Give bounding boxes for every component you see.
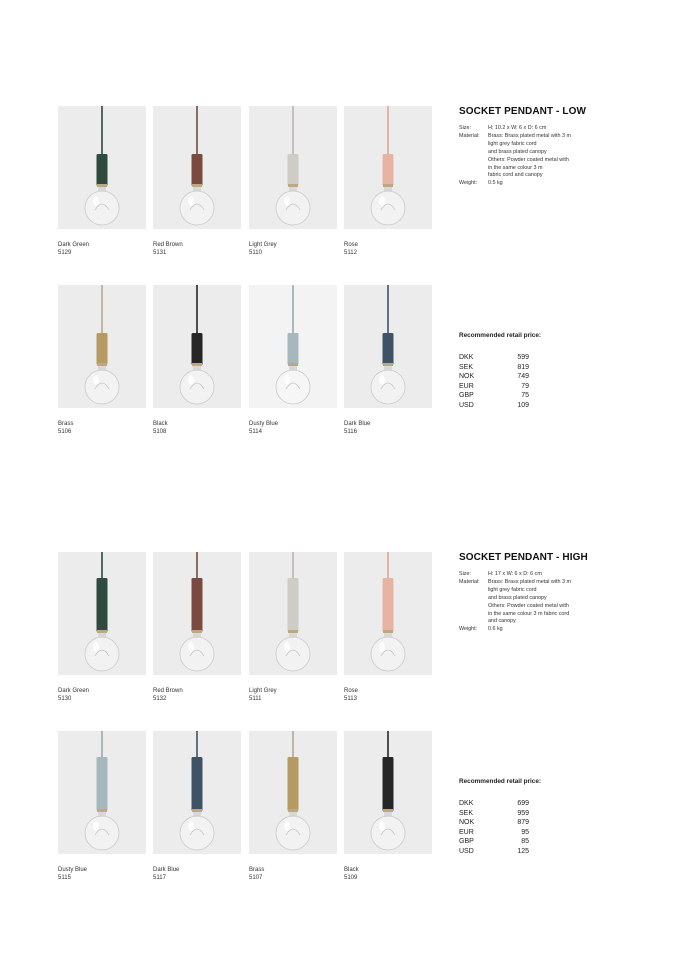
bulb-glass [85, 191, 119, 225]
socket-ring [97, 630, 107, 633]
socket-ring [383, 184, 393, 187]
spec-value-line: H: 10.2 x W: 6 x D: 6 cm [488, 125, 547, 131]
product-card [153, 731, 241, 882]
spec-label: Size: [459, 125, 471, 131]
currency-code: NOK [459, 373, 475, 381]
product-card [249, 106, 337, 257]
price-amount: 599 [517, 354, 529, 361]
bulb-glass [371, 370, 405, 404]
product-photo [153, 731, 241, 854]
spec-value-line: 0.6 kg [488, 626, 503, 633]
product-color-name: Brass [249, 867, 265, 873]
lamp-socket [97, 578, 108, 632]
product-card [153, 285, 241, 436]
spec-list [459, 125, 599, 188]
price-row [459, 363, 529, 373]
section-title: SOCKET PENDANT - LOW [459, 106, 586, 117]
product-caption [249, 866, 337, 882]
product-code: 5110 [249, 250, 262, 256]
socket-ring [192, 809, 202, 812]
spec-row [459, 133, 599, 180]
spec-value-line: H: 17 x W: 6 x D: 6 cm [488, 571, 542, 577]
pendant-lamp-image [153, 552, 241, 675]
bulb-glass [276, 816, 310, 850]
socket-ring [97, 184, 107, 187]
bulb-glass [276, 191, 310, 225]
product-card [249, 285, 337, 436]
spec-value-line: light grey fabric cord [488, 140, 537, 147]
bulb-highlight [188, 642, 194, 652]
spec-value-line: in the same colour 3 m fabric cord [488, 610, 570, 617]
product-photo [58, 552, 146, 675]
product-code: 5117 [153, 875, 166, 881]
product-code: 5113 [344, 696, 357, 702]
product-code: 5107 [249, 875, 263, 881]
product-photo [58, 285, 146, 408]
product-caption [153, 687, 241, 703]
price-amount: 75 [521, 392, 529, 400]
bulb-glass [180, 637, 214, 671]
lamp-socket [288, 757, 299, 811]
product-caption [58, 866, 146, 882]
product-card [153, 106, 241, 257]
spec-label: Size: [459, 571, 471, 577]
section-title: SOCKET PENDANT - HIGH [459, 552, 588, 563]
lamp-socket [383, 578, 394, 632]
product-code: 5109 [344, 875, 358, 881]
price-amount: 95 [521, 828, 529, 836]
bulb-glass [180, 370, 214, 404]
currency-code: USD [459, 401, 474, 409]
product-card [344, 552, 432, 703]
spec-value-line: in the same colour 3 m [488, 164, 543, 171]
bulb-highlight [188, 821, 194, 831]
socket-ring [288, 630, 298, 633]
product-caption [344, 241, 432, 257]
currency-code: GBP [459, 838, 474, 846]
product-code: 5131 [153, 250, 167, 256]
product-caption [344, 687, 432, 703]
product-card [344, 285, 432, 436]
socket-ring [383, 630, 393, 633]
product-card [249, 731, 337, 882]
currency-code: SEK [459, 363, 474, 371]
product-caption [153, 241, 241, 257]
lamp-socket [383, 154, 394, 186]
product-photo [249, 285, 337, 408]
spec-value-line: Others: Powder coated metal with [488, 602, 569, 609]
product-color-name: Dark Blue [344, 421, 371, 427]
spec-value-line: 0.5 kg [488, 180, 503, 187]
spec-value [488, 571, 542, 579]
pendant-lamp-image [344, 285, 432, 408]
currency-code: DKK [459, 354, 474, 361]
pendant-lamp-image [58, 285, 146, 408]
product-caption [58, 241, 146, 257]
price-amount: 79 [521, 382, 529, 390]
pendant-lamp-image [344, 552, 432, 675]
currency-code: USD [459, 847, 474, 855]
pendant-lamp-image [153, 285, 241, 408]
lamp-socket [192, 578, 203, 632]
spec-value-line: and brass plated canopy [488, 148, 547, 155]
product-code: 5112 [344, 250, 357, 256]
product-color-name: Dusty Blue [249, 421, 279, 427]
spec-row [459, 626, 599, 634]
pendant-lamp-image [58, 552, 146, 675]
bulb-glass [371, 191, 405, 225]
price-row [459, 837, 529, 847]
bulb-highlight [379, 821, 385, 831]
price-amount: 699 [517, 800, 529, 807]
lamp-socket [383, 333, 394, 365]
product-color-name: Dusty Blue [58, 867, 88, 873]
spec-value [488, 133, 571, 180]
socket-ring [192, 184, 202, 187]
price-amount: 879 [517, 819, 529, 827]
spec-value-line: fabric cord and canopy [488, 172, 543, 179]
bulb-highlight [93, 375, 99, 385]
product-caption [344, 866, 432, 882]
bulb-glass [276, 370, 310, 404]
price-amount: 109 [517, 401, 529, 409]
bulb-highlight [93, 196, 99, 206]
price-row [459, 847, 529, 857]
price-row [459, 809, 529, 819]
product-code: 5106 [58, 429, 72, 435]
product-card [344, 106, 432, 257]
product-color-name: Rose [344, 242, 359, 248]
spec-label: Weight: [459, 626, 478, 633]
socket-ring [288, 809, 298, 812]
product-caption [153, 420, 241, 436]
product-color-name: Brass [58, 421, 74, 427]
product-photo [344, 106, 432, 229]
lamp-socket [97, 154, 108, 186]
product-photo [153, 106, 241, 229]
socket-ring [192, 630, 202, 633]
pendant-lamp-image [249, 552, 337, 675]
bulb-glass [180, 191, 214, 225]
pendant-lamp-image [58, 106, 146, 229]
pendant-lamp-image [344, 106, 432, 229]
spec-list [459, 571, 599, 634]
spec-value-line: and brass plated canopy [488, 594, 547, 601]
product-photo [344, 552, 432, 675]
product-code: 5129 [58, 250, 72, 256]
price-table [459, 799, 529, 857]
spec-value-line: light grey fabric cord [488, 586, 537, 593]
product-card [58, 285, 146, 436]
currency-code: GBP [459, 392, 474, 400]
product-color-name: Black [344, 867, 359, 873]
product-card [344, 731, 432, 882]
product-code: 5108 [153, 429, 167, 435]
spec-value [488, 626, 503, 634]
bulb-highlight [379, 196, 385, 206]
price-heading: Recommended retail price: [459, 332, 542, 339]
lamp-socket [288, 578, 299, 632]
price-row [459, 353, 529, 363]
price-row [459, 382, 529, 392]
spec-row [459, 571, 599, 579]
spec-label: Material: [459, 578, 480, 585]
bulb-glass [85, 637, 119, 671]
pendant-lamp-image [153, 106, 241, 229]
product-color-name: Red Brown [153, 242, 183, 248]
price-table [459, 353, 529, 411]
currency-code: EUR [459, 382, 474, 390]
socket-ring [383, 809, 393, 812]
price-row [459, 372, 529, 382]
bulb-glass [85, 370, 119, 404]
product-caption [344, 420, 432, 436]
product-photo [153, 285, 241, 408]
product-photo [153, 552, 241, 675]
product-card [58, 731, 146, 882]
bulb-highlight [284, 821, 290, 831]
price-amount: 749 [517, 373, 529, 381]
bulb-highlight [379, 642, 385, 652]
product-code: 5115 [58, 875, 71, 881]
socket-ring [97, 363, 107, 366]
product-card [58, 552, 146, 703]
price-row [459, 401, 529, 411]
spec-label: Material: [459, 132, 480, 139]
currency-code: EUR [459, 828, 474, 836]
lamp-socket [192, 333, 203, 365]
product-color-name: Light Grey [249, 688, 277, 694]
price-row [459, 799, 529, 809]
product-color-name: Dark Green [58, 242, 90, 248]
price-heading: Recommended retail price: [459, 778, 542, 785]
bulb-highlight [93, 821, 99, 831]
spec-value [488, 180, 503, 188]
product-caption [58, 420, 146, 436]
product-code: 5132 [153, 696, 167, 702]
product-caption [58, 687, 146, 703]
currency-code: DKK [459, 800, 474, 807]
spec-value-line: and canopy [488, 618, 516, 625]
product-color-name: Dark Blue [153, 867, 180, 873]
price-row [459, 828, 529, 838]
price-row [459, 818, 529, 828]
spec-value-line: Others: Powder coated metal with [488, 156, 569, 163]
product-caption [249, 241, 337, 257]
bulb-glass [276, 637, 310, 671]
price-amount: 85 [521, 838, 529, 846]
spec-value-line: Brass: Brass plated metal with 3 m [488, 132, 571, 139]
price-amount: 959 [517, 809, 529, 817]
socket-ring [192, 363, 202, 366]
socket-ring [288, 363, 298, 366]
pendant-lamp-image [153, 731, 241, 854]
product-caption [249, 420, 337, 436]
product-color-name: Black [153, 421, 168, 427]
lamp-socket [97, 757, 108, 811]
bulb-glass [371, 637, 405, 671]
price-amount: 819 [517, 363, 529, 371]
product-photo [344, 285, 432, 408]
socket-ring [383, 363, 393, 366]
currency-code: NOK [459, 819, 475, 827]
product-card [58, 106, 146, 257]
currency-code: SEK [459, 809, 474, 817]
product-caption [153, 866, 241, 882]
socket-ring [288, 184, 298, 187]
bulb-highlight [379, 375, 385, 385]
bulb-highlight [284, 196, 290, 206]
price-amount: 125 [517, 847, 529, 855]
product-caption [249, 687, 337, 703]
lamp-socket [97, 333, 108, 365]
spec-row [459, 180, 599, 188]
bulb-highlight [188, 196, 194, 206]
product-card [153, 552, 241, 703]
product-code: 5130 [58, 696, 72, 702]
spec-value [488, 125, 546, 133]
price-row [459, 391, 529, 401]
bulb-highlight [284, 642, 290, 652]
product-color-name: Dark Green [58, 688, 90, 694]
lamp-socket [288, 333, 299, 365]
spec-row [459, 125, 599, 133]
product-photo [249, 106, 337, 229]
bulb-highlight [284, 375, 290, 385]
spec-value-line: Brass: Brass plated metal with 3 m [488, 578, 571, 585]
bulb-highlight [188, 375, 194, 385]
product-card [249, 552, 337, 703]
lamp-socket [192, 757, 203, 811]
bulb-glass [180, 816, 214, 850]
product-photo [249, 552, 337, 675]
pendant-lamp-image [58, 731, 146, 854]
product-code: 5116 [344, 429, 357, 435]
product-color-name: Rose [344, 688, 359, 694]
pendant-lamp-image [344, 731, 432, 854]
product-color-name: Light Grey [249, 242, 277, 248]
product-photo [344, 731, 432, 854]
pendant-lamp-image [249, 285, 337, 408]
socket-ring [97, 809, 107, 812]
spec-value [488, 579, 571, 626]
pendant-lamp-image [249, 106, 337, 229]
product-color-name: Red Brown [153, 688, 183, 694]
bulb-highlight [93, 642, 99, 652]
lamp-socket [192, 154, 203, 186]
product-photo [249, 731, 337, 854]
spec-label: Weight: [459, 180, 478, 187]
bulb-glass [85, 816, 119, 850]
product-photo [58, 106, 146, 229]
spec-row [459, 579, 599, 626]
product-code: 5114 [249, 429, 262, 435]
lamp-socket [383, 757, 394, 811]
pendant-lamp-image [249, 731, 337, 854]
lamp-socket [288, 154, 299, 186]
bulb-glass [371, 816, 405, 850]
product-photo [58, 731, 146, 854]
product-code: 5111 [249, 696, 262, 702]
